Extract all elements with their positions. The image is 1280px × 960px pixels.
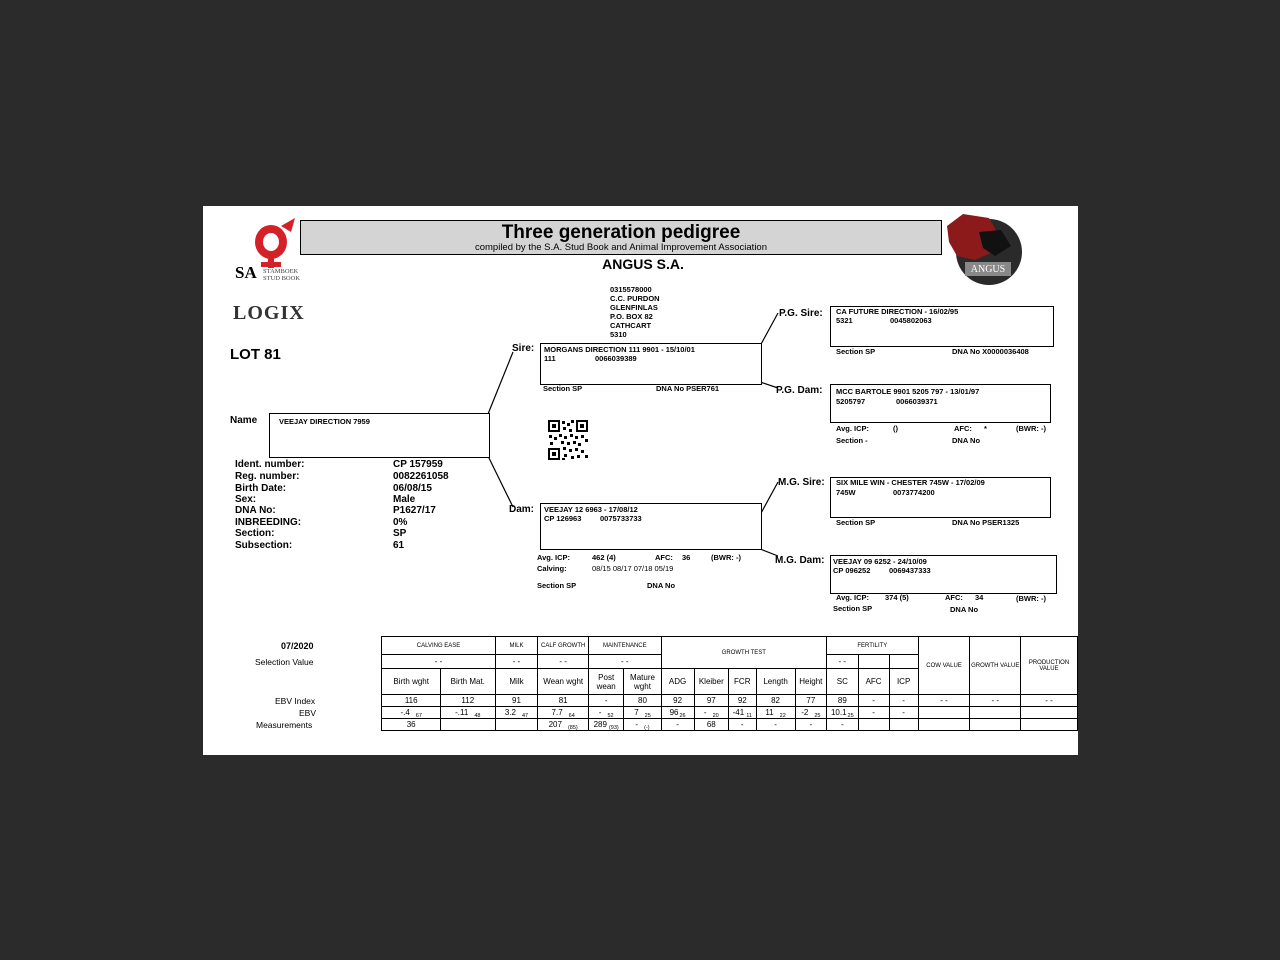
ebv-cell: 7.7 $_{64}$ <box>538 707 589 719</box>
info-label: Ident. number: <box>235 459 305 470</box>
pg-sire-dna: DNA No X0000036408 <box>952 347 1029 356</box>
ebv-cell: 7 $_{25}$ <box>624 707 661 719</box>
index-cell: 92 <box>729 695 757 707</box>
pg-sire-label: P.G. Sire: <box>779 308 823 319</box>
meas-cell: 36 <box>382 719 441 731</box>
col-birth-wght: Birth wght <box>382 669 441 695</box>
mg-sire-name: SIX MILE WIN - CHESTER 745W - 17/02/09 <box>836 478 985 487</box>
index-cell: 97 <box>694 695 728 707</box>
dam-section: Section SP <box>537 581 577 590</box>
ebv-cell: - <box>858 707 889 719</box>
index-cell: 82 <box>756 695 795 707</box>
group-milk: MILK <box>495 637 538 655</box>
mg-sire-box <box>830 477 1051 518</box>
dam-reg: 0075733733 <box>600 514 642 523</box>
col-sc: SC <box>827 669 858 695</box>
breeder-line: 0315578000 <box>610 285 652 294</box>
breeder-line: C.C. PURDON <box>610 294 660 303</box>
group-growth-test: GROWTH TEST <box>661 637 827 669</box>
group-growth-value: GROWTH VALUE <box>970 637 1021 695</box>
mg-dam-dna: DNA No <box>950 605 979 614</box>
ebv-cell: 11 $_{22}$ <box>756 707 795 719</box>
pg-dam-label: P.G. Dam: <box>776 385 823 396</box>
meas-cell: 207 $_{(85)}$ <box>538 719 589 731</box>
pg-sire-name: CA FUTURE DIRECTION - 16/02/95 <box>836 307 959 316</box>
index-cow-value: - - <box>918 695 970 707</box>
dam-label: Dam: <box>509 504 535 515</box>
info-label: Sex: <box>235 494 257 505</box>
breed-title: ANGUS S.A. <box>602 256 684 272</box>
index-cell: - <box>858 695 889 707</box>
meas-cell: - <box>756 719 795 731</box>
meas-cell: - <box>729 719 757 731</box>
info-value: P1627/17 <box>393 505 436 516</box>
index-cell: 92 <box>661 695 694 707</box>
selection-calf-growth: - - <box>538 655 589 669</box>
row-label-ebv: EBV <box>299 707 317 718</box>
row-measurements <box>323 719 1078 731</box>
info-section <box>235 528 406 539</box>
info-birth-date <box>235 483 432 494</box>
animal-name-box <box>269 413 490 458</box>
mg-sire-label: M.G. Sire: <box>778 477 825 488</box>
info-subsection <box>235 540 404 551</box>
pg-dam-avg-icp-label: Avg. ICP: <box>836 424 870 433</box>
info-label: DNA No: <box>235 505 276 516</box>
mg-sire-section: Section SP <box>836 518 876 527</box>
dam-dna: DNA No <box>647 581 676 590</box>
index-growth-value: - - <box>970 695 1021 707</box>
meas-cell: - $_{(-)}$ <box>624 719 661 731</box>
sire-reg: 0066039389 <box>595 354 637 363</box>
pg-dam-afc-label: AFC: <box>954 424 972 433</box>
mg-dam-box <box>830 555 1057 594</box>
info-dna <box>235 505 436 516</box>
sire-name: MORGANS DIRECTION 111 9901 - 15/10/01 <box>544 345 695 354</box>
col-length: Length <box>756 669 795 695</box>
animal-name: VEEJAY DIRECTION 7959 <box>279 417 370 426</box>
meas-cell: - <box>827 719 858 731</box>
info-label: Birth Date: <box>235 483 287 494</box>
info-label: Subsection: <box>235 540 293 551</box>
index-cell: 77 <box>795 695 827 707</box>
pg-dam-avg-icp: () <box>893 424 898 433</box>
meas-cell <box>440 719 495 731</box>
info-label: INBREEDING: <box>235 517 302 528</box>
mg-dam-avg-icp-label: Avg. ICP: <box>836 593 870 602</box>
col-icp: ICP <box>889 669 918 695</box>
ebv-cell: - $_{20}$ <box>694 707 728 719</box>
info-label: Section: <box>235 528 275 539</box>
group-calf-growth: CALF GROWTH <box>538 637 589 655</box>
group-cow-value: COW VALUE <box>918 637 970 695</box>
pg-sire-reg: 0045802063 <box>890 316 932 325</box>
ebv-cell: - <box>889 707 918 719</box>
info-value: Male <box>393 494 416 505</box>
logix-logo: LOGIX <box>233 302 305 324</box>
dam-box <box>540 503 762 550</box>
sire-dna: DNA No PSER761 <box>656 384 720 393</box>
ebv-cell: - $_{52}$ <box>589 707 624 719</box>
dam-name: VEEJAY 12 6963 - 17/08/12 <box>544 505 638 514</box>
col-wean-wght: Wean wght <box>538 669 589 695</box>
dam-calving-label: Calving: <box>537 564 567 573</box>
col-fcr: FCR <box>729 669 757 695</box>
mg-dam-afc-label: AFC: <box>945 593 963 602</box>
dam-avg-icp: 462 (4) <box>592 553 616 562</box>
breeder-line: P.O. BOX 82 <box>610 312 653 321</box>
breeder-line: 5310 <box>610 330 627 339</box>
sire-id: 111 <box>544 354 556 363</box>
dam-id: CP 126963 <box>544 514 582 523</box>
mg-dam-section: Section SP <box>833 604 873 613</box>
group-maintenance: MAINTENANCE <box>589 637 662 655</box>
mg-dam-label: M.G. Dam: <box>775 555 825 566</box>
col-birth-mat: Birth Mat. <box>440 669 495 695</box>
dam-calving: 08/15 08/17 07/18 05/19 <box>592 564 674 573</box>
info-ident <box>235 459 443 470</box>
info-value: 61 <box>393 540 405 551</box>
selection-fertility: - - <box>827 655 858 669</box>
col-post-wean: Post wean <box>589 669 624 695</box>
pg-dam-box <box>830 384 1051 423</box>
meas-cell: - <box>795 719 827 731</box>
ebv-cell: 3.2 $_{47}$ <box>495 707 538 719</box>
info-inbreeding <box>235 517 407 528</box>
ebv-cell: $10.1_{25}$ <box>827 707 858 719</box>
sa-logo-sub1: STAMBOEK <box>263 268 299 275</box>
col-mature-wght: Mature wght <box>624 669 661 695</box>
lot-number: LOT 81 <box>230 346 281 363</box>
selection-milk: - - <box>495 655 538 669</box>
pg-dam-afc: * <box>984 424 987 433</box>
info-sex <box>235 494 415 505</box>
group-calving-ease: CALVING EASE <box>382 637 495 655</box>
pg-dam-section: Section - <box>836 436 868 445</box>
index-production-value: - - <box>1020 695 1077 707</box>
index-cell: - <box>589 695 624 707</box>
sire-box <box>540 343 762 385</box>
angus-logo-text: ANGUS <box>970 264 1006 275</box>
table-date: 07/2020 <box>281 640 314 651</box>
ebv-table <box>255 636 1078 731</box>
mg-sire-id: 745W <box>836 488 856 497</box>
mg-dam-afc: 34 <box>975 593 984 602</box>
meas-cell <box>495 719 538 731</box>
info-value: 06/08/15 <box>393 483 432 494</box>
ebv-cell: -2 $_{25}$ <box>795 707 827 719</box>
pedigree-document <box>203 206 1078 755</box>
dam-bwr: (BWR: -) <box>711 553 741 562</box>
pg-sire-id: 5321 <box>836 316 853 325</box>
col-kleiber: Kleiber <box>694 669 728 695</box>
mg-sire-dna: DNA No PSER1325 <box>952 518 1020 527</box>
meas-cell <box>858 719 889 731</box>
breeder-line: CATHCART <box>610 321 652 330</box>
index-cell: 80 <box>624 695 661 707</box>
mg-dam-name: VEEJAY 09 6252 - 24/10/09 <box>833 557 927 566</box>
group-fertility: FERTILITY <box>827 637 919 655</box>
row-ebv-index <box>323 695 1078 707</box>
meas-cell: 289 $_{(93)}$ <box>589 719 624 731</box>
info-value: SP <box>393 528 407 539</box>
dam-afc: 36 <box>682 553 691 562</box>
row-label-measurements: Measurements <box>256 719 313 730</box>
info-value: CP 157959 <box>393 459 443 470</box>
col-height: Height <box>795 669 827 695</box>
info-label: Reg. number: <box>235 471 300 482</box>
mg-dam-avg-icp: 374 (5) <box>885 593 909 602</box>
sire-label: Sire: <box>512 343 535 354</box>
mg-dam-id: CP 096252 <box>833 566 871 575</box>
index-cell: - <box>889 695 918 707</box>
row-label-selection: Selection Value <box>255 656 314 667</box>
sa-logo-text: SA <box>235 263 257 282</box>
ebv-cell: $96_{26}$ <box>661 707 694 719</box>
mg-dam-reg: 0069437333 <box>889 566 931 575</box>
col-afc: AFC <box>858 669 889 695</box>
meas-cell: 68 <box>694 719 728 731</box>
ebv-cell: -41 $_{11}$ <box>729 707 757 719</box>
group-production-value: PRODUCTION VALUE <box>1020 637 1077 695</box>
pg-dam-name: MCC BARTOLE 9901 5205 797 - 13/01/97 <box>836 387 980 396</box>
index-cell: 116 <box>382 695 441 707</box>
meas-cell: - <box>661 719 694 731</box>
index-cell: 112 <box>440 695 495 707</box>
breeder-line: GLENFINLAS <box>610 303 658 312</box>
pg-dam-reg: 0066039371 <box>896 397 938 406</box>
mg-sire-reg: 0073774200 <box>893 488 935 497</box>
index-cell: 81 <box>538 695 589 707</box>
info-value: 0082261058 <box>393 471 449 482</box>
dam-afc-label: AFC: <box>655 553 673 562</box>
mg-dam-bwr: (BWR: -) <box>1016 594 1046 603</box>
index-cell: 91 <box>495 695 538 707</box>
row-ebv <box>323 707 1078 719</box>
selection-maintenance: - - <box>589 655 662 669</box>
meas-cell <box>889 719 918 731</box>
col-adg: ADG <box>661 669 694 695</box>
pg-dam-bwr: (BWR: -) <box>1016 424 1046 433</box>
page-title: Three generation pedigree <box>501 222 741 243</box>
sire-section: Section SP <box>543 384 583 393</box>
dam-avg-icp-label: Avg. ICP: <box>537 553 571 562</box>
name-label: Name <box>230 415 258 426</box>
qr-code-icon <box>547 419 589 461</box>
row-label-index: EBV Index <box>275 695 316 706</box>
ebv-cell: -.11 $_{48}$ <box>440 707 495 719</box>
pg-sire-box <box>830 306 1054 347</box>
pg-dam-id: 5205797 <box>836 397 866 406</box>
selection-calving: - - <box>382 655 495 669</box>
info-value: 0% <box>393 517 408 528</box>
page-subtitle: compiled by the S.A. Stud Book and Animal Improvement Association <box>474 242 768 253</box>
ebv-cell: -.4 $_{67}$ <box>382 707 441 719</box>
col-milk: Milk <box>495 669 538 695</box>
pg-sire-section: Section SP <box>836 347 876 356</box>
pg-dam-dna: DNA No <box>952 436 981 445</box>
info-reg <box>235 471 449 482</box>
sa-logo-sub2: STUD BOOK <box>263 275 301 282</box>
index-cell: 89 <box>827 695 858 707</box>
